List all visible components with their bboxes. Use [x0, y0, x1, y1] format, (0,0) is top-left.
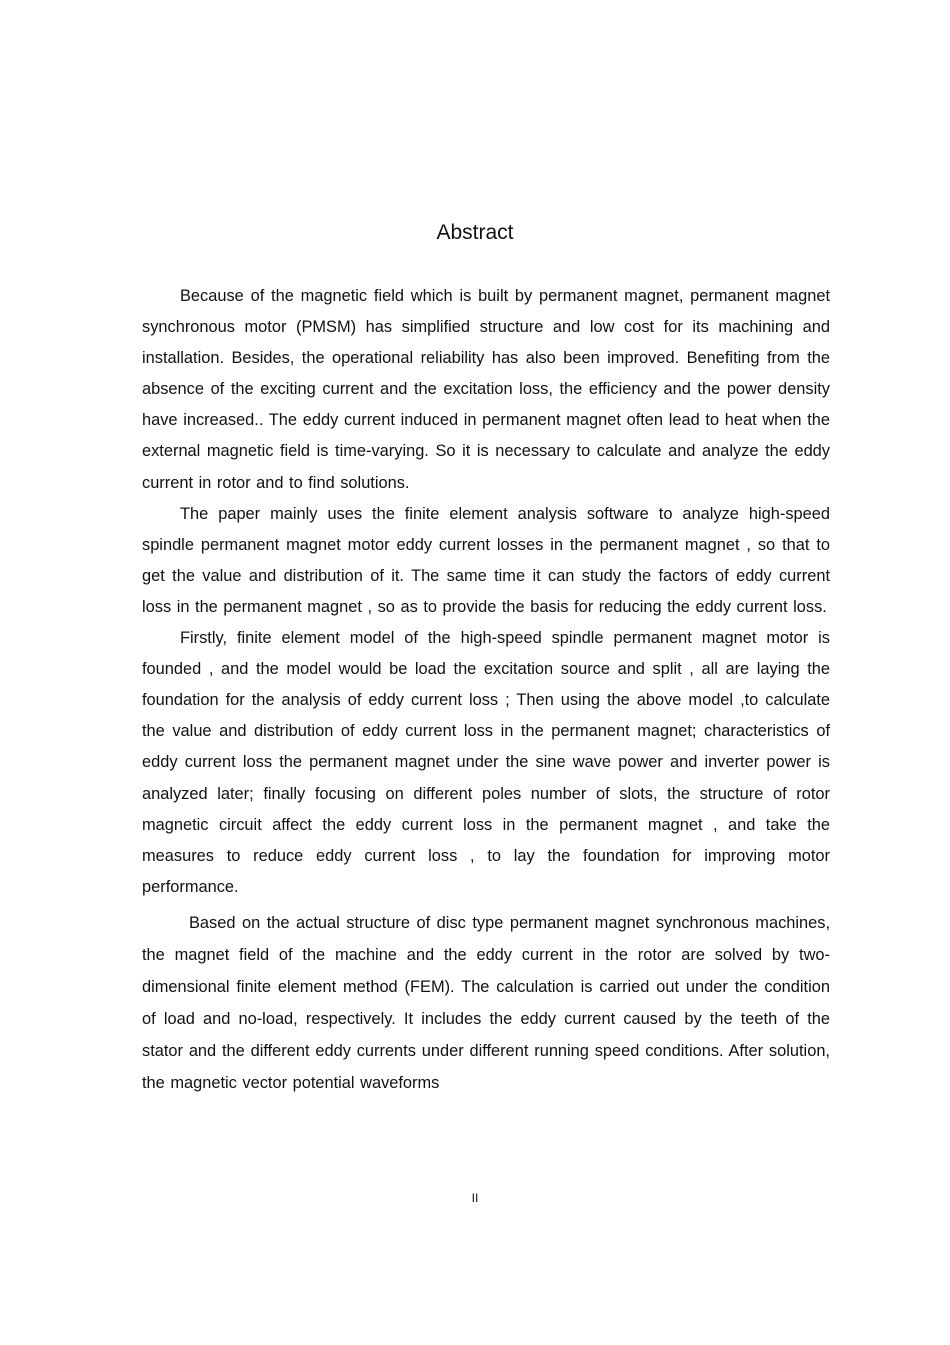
abstract-paragraph-2: The paper mainly uses the finite element analysis software to analyze high-speed spindle permanent magnet motor eddy current losses in the permanent magnet , so that to get the value and distribution of it. The same time it can study the factors of eddy current loss in the permanent magnet , so as to provide the basis for reducing the eddy current loss. — [142, 504, 830, 616]
abstract-body — [142, 281, 830, 1099]
abstract-paragraph-1: Because of the magnetic field which is built by permanent magnet, permanent magnet synchronous motor (PMSM) has simplified structure and low cost for its machining and installation. Besides, the operational reliability has also been improved. Benefiting from the absence of the exciting current and the excitation loss, the efficiency and the power density have increased.. The eddy current induced in permanent magnet often lead to heat when the external magnetic field is time-varying. So it is necessary to calculate and analyze the eddy current in rotor and to find solutions. — [142, 287, 830, 492]
page-title: Abstract — [436, 221, 514, 244]
abstract-paragraph-3: Firstly, finite element model of the high-speed spindle permanent magnet motor is founded , and the model would be load the excitation source and split , all are laying the foundation for the analysis of eddy current loss ; Then using the above model ,to calculate the value and distribution of eddy current loss in the permanent magnet; characteristics of eddy current loss the permanent magnet under the sine wave power and inverter power is analyzed later; finally focusing on different poles number of slots, the structure of rotor magnetic circuit affect the eddy current loss in the permanent magnet , and take the measures to reduce eddy current loss , to lay the foundation for improving motor performance. — [142, 629, 830, 896]
page-number: II — [471, 1191, 479, 1205]
abstract-paragraph-4: Based on the actual structure of disc type permanent magnet synchronous machines, the magnet field of the machine and the eddy current in the rotor are solved by two-dimensional finite element method (FEM). The calculation is carried out under the condition of load and no-load, respectively. It includes the eddy current caused by the teeth of the stator and the different eddy currents under different running speed conditions. After solution, the magnetic vector potential waveforms — [142, 913, 830, 1093]
